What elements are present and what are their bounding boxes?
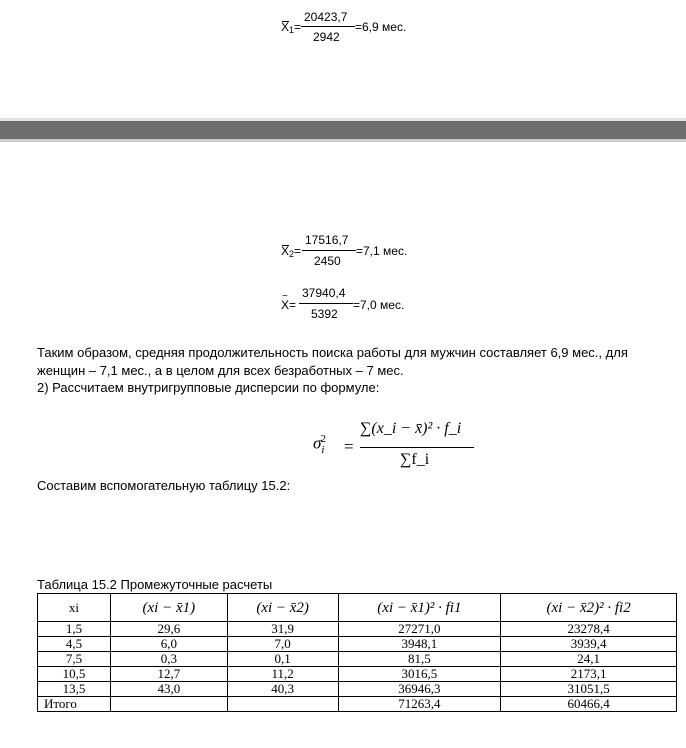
table-cell: 24,1 xyxy=(501,652,677,667)
table-cell: 31051,5 xyxy=(501,682,677,697)
variance-equals: = xyxy=(344,437,354,456)
formula-denominator: 5392 xyxy=(311,307,338,321)
table-cell: 81,5 xyxy=(338,652,501,667)
table-intro: Составим вспомогательную таблицу 15.2: xyxy=(37,478,291,493)
formula-numerator: 20423,7 xyxy=(304,10,348,24)
table-cell: 0,3 xyxy=(110,652,227,667)
table-cell xyxy=(227,697,338,712)
variance-lhs-sup: 2 xyxy=(320,433,326,445)
table-cell: 4,5 xyxy=(38,637,111,652)
formula-denominator: 2450 xyxy=(314,254,341,268)
table-cell: 11,2 xyxy=(227,667,338,682)
formula-lhs: X xyxy=(281,244,290,258)
page-divider xyxy=(0,121,686,139)
paragraph-line: женщин – 7,1 мес., а в целом для всех безработных – 7 мес. xyxy=(37,363,404,378)
table-cell: 2173,1 xyxy=(501,667,677,682)
table-row xyxy=(38,682,677,697)
page-divider-bottom xyxy=(0,139,686,142)
table-cell: 27271,0 xyxy=(338,622,501,637)
formula-lhs-sub: 2 xyxy=(289,249,295,259)
table-cell: 71263,4 xyxy=(338,697,501,712)
variance-lhs-sub: i xyxy=(321,444,325,457)
paragraph-line: Таким образом, средняя продолжительность поиска работы для мужчин составляет 6,9 мес., для xyxy=(37,345,628,360)
header-weighted-sq-1: (xi − x̄1)² · fi1 xyxy=(338,594,501,622)
header-deviation-1: (xi − x̄1) xyxy=(110,594,227,622)
table-cell: 31,9 xyxy=(227,622,338,637)
table-cell: 10,5 xyxy=(38,667,111,682)
table-cell: 7,5 xyxy=(38,652,111,667)
formula-lhs: X xyxy=(281,20,290,34)
table-row xyxy=(38,637,677,652)
table-row xyxy=(38,622,677,637)
table-row xyxy=(38,667,677,682)
table-cell: 36946,3 xyxy=(338,682,501,697)
formula-numerator: 37940,4 xyxy=(302,286,346,300)
table-cell: 0,1 xyxy=(227,652,338,667)
fraction-line xyxy=(301,26,355,27)
formula-denominator: 2942 xyxy=(313,30,340,44)
table-cell: 13,5 xyxy=(38,682,111,697)
table-cell: 60466,4 xyxy=(501,697,677,712)
variance-denominator: ∑f_i xyxy=(400,451,430,468)
fraction-line xyxy=(299,303,353,304)
table-header-row xyxy=(38,594,677,622)
formula-result: =6,9 мес. xyxy=(355,20,407,34)
table-cell: 3948,1 xyxy=(338,637,501,652)
variance-numerator: ∑(x_i − x̄)² · f_i xyxy=(360,420,462,437)
table-cell: 29,6 xyxy=(110,622,227,637)
table-caption: Таблица 15.2 Промежуточные расчеты xyxy=(37,577,273,592)
table-cell: 6,0 xyxy=(110,637,227,652)
table-cell: 43,0 xyxy=(110,682,227,697)
formula-result: =7,0 мес. xyxy=(353,298,405,312)
formula-result: =7,1 мес. xyxy=(356,244,408,258)
table-cell: 12,7 xyxy=(110,667,227,682)
calculation-table xyxy=(37,593,677,712)
formula-lhs: ~ X xyxy=(281,298,289,312)
table-row xyxy=(38,652,677,667)
table-cell: 3016,5 xyxy=(338,667,501,682)
table-total-row xyxy=(38,697,677,712)
table-cell: 7,0 xyxy=(227,637,338,652)
paragraph-line: 2) Рассчитаем внутригрупповые дисперсии по формуле: xyxy=(37,380,380,395)
formula-lhs-sub: 1 xyxy=(289,25,295,35)
table-cell xyxy=(110,697,227,712)
table-cell: 3939,4 xyxy=(501,637,677,652)
table-cell: 1,5 xyxy=(38,622,111,637)
header-deviation-2: (xi − x̄2) xyxy=(227,594,338,622)
variance-lhs: σ xyxy=(313,433,322,453)
fraction-line xyxy=(360,447,474,448)
table-cell: 40,3 xyxy=(227,682,338,697)
fraction-line xyxy=(302,250,356,251)
table-cell: 23278,4 xyxy=(501,622,677,637)
header-xi: xi xyxy=(38,594,111,622)
formula-numerator: 17516,7 xyxy=(305,233,349,247)
table-cell: Итого xyxy=(38,697,111,712)
header-weighted-sq-2: (xi − x̄2)² · fi2 xyxy=(501,594,677,622)
